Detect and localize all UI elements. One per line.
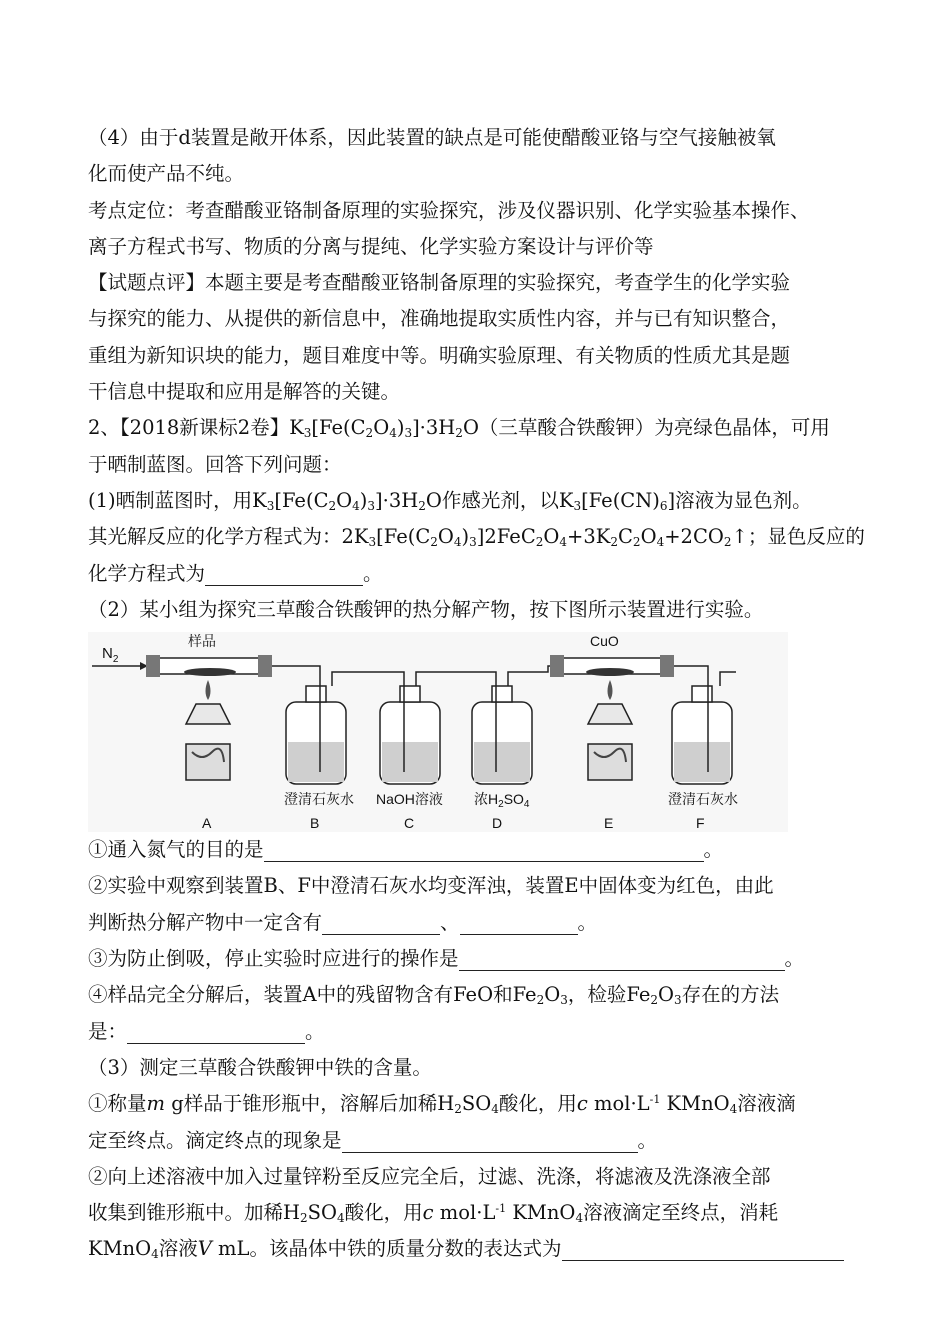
q2-sub1-line-3: 化学方程式为 。 (88, 561, 383, 585)
answer-blank[interactable] (562, 1236, 844, 1261)
m-item-2-line-2: 收集到锥形瓶中。加稀$H_2SO_4$酸化，用c $mol\cdot L^{-1}$ KMnO$_4$溶液滴定至终点，消耗 (88, 1201, 779, 1226)
svg-text:CuO: CuO (590, 633, 619, 650)
svg-text:E: E (604, 815, 614, 832)
svg-text:C: C (404, 815, 415, 832)
dianping-line-3: 重组为新知识块的能力，题目难度中等。明确实验原理、有关物质的性质尤其是题 (88, 343, 791, 367)
m-item-2-line-1: ②向上述溶液中加入过量锌粉至反应完全后，过滤、洗涤，将滤液及洗涤液全部 (88, 1164, 771, 1188)
part3-heading: （3）测定三草酸合铁酸钾中铁的含量。 (88, 1055, 432, 1079)
n2-label: $N_2$ (102, 645, 119, 666)
svg-text:浓H2SO4: 浓$H_2SO_4$ (474, 791, 530, 811)
answer-blank[interactable] (205, 561, 363, 586)
svg-text:样品: 样品 (188, 633, 216, 650)
svg-text:澄清石灰水: 澄清石灰水 (668, 791, 738, 808)
svg-text:B: B (310, 815, 320, 832)
p4-line-1: （4）由于d装置是敞开体系，因此装置的缺点是可能使醋酸亚铬与空气接触被氧 (88, 126, 776, 149)
m-item-2-line-3: KMnO$_4$溶液V mL。该晶体中铁的质量分数的表达式为 (88, 1231, 878, 1267)
p4-line-2: 化而使产品不纯。 (88, 162, 245, 186)
answer-blank[interactable] (322, 910, 440, 935)
q2-part2-heading: （2）某小组为探究三草酸合铁酸钾的热分解产物，按下图所示装置进行实验。 (88, 597, 764, 621)
q-item-2-line-2: 判断热分解产物中一定含有 、 。 (88, 910, 598, 934)
dianping-line-2: 与探究的能力、从提供的新信息中，准确地提取实质性内容，并与已有知识整合， (88, 307, 791, 331)
m-item-1-line-1: ①称量m g样品于锥形瓶中，溶解后加稀$H_2SO_4$酸化，用c $mol\cdot L^{-1}$ KMnO$_4$溶液滴 (88, 1092, 796, 1117)
apparatus-figure (88, 632, 788, 832)
answer-blank[interactable] (459, 946, 785, 971)
q-item-4-line-2: 是： 。 (88, 1019, 325, 1043)
kaodian-line-2: 离子方程式书写、物质的分离与提纯、化学实验方案设计与评价等 (88, 234, 654, 258)
q-item-3: ③为防止倒吸，停止实验时应进行的操作是 。 (88, 947, 805, 971)
kaodian-line-1: 考点定位：考查醋酸亚铬制备原理的实验探究，涉及仪器识别、化学实验基本操作、 (88, 198, 810, 222)
q2-sub1-line-1: (1)晒制蓝图时，用$K_3[Fe(C_2O_4)_3]\cdot 3H_2O$作感光剂，以$K_3[Fe(CN)_6]$溶液为显色剂。 (88, 488, 812, 513)
answer-blank[interactable] (127, 1019, 305, 1044)
q-item-4-line-1: ④样品完全分解后，装置A中的残留物含有FeO和$Fe_2O_3$，检验$Fe_2O_3$存在的方法 (88, 983, 780, 1008)
answer-blank[interactable] (264, 837, 704, 862)
svg-text:A: A (202, 815, 212, 832)
answer-blank[interactable] (460, 910, 578, 935)
svg-text:NaOH溶液: NaOH溶液 (376, 791, 443, 808)
q2-sub1-line-2: 其光解反应的化学方程式为：$2K_3[Fe(C_2O_4)_3]2FeC_2O_4+3K_2C_2O_4+2CO_2↑$；显色反应的 (88, 525, 865, 550)
q-item-2-line-1: ②实验中观察到装置B、F中澄清石灰水均变浑浊，装置E中固体变为红色，由此 (88, 874, 774, 898)
q2-heading: 2、【2018新课标2卷】$K_3[Fe(C_2O_4)_3]\cdot 3H_2O$（三草酸合铁酸钾）为亮绿色晶体，可用 (88, 416, 830, 441)
answer-blank[interactable] (342, 1128, 638, 1153)
m-item-1-line-2: 定至终点。滴定终点的现象是 。 (88, 1128, 658, 1152)
svg-text:D: D (492, 815, 503, 832)
dianping-line-4: 干信息中提取和应用是解答的关键。 (88, 380, 401, 404)
q2-line-2: 于晒制蓝图。回答下列问题： (88, 452, 342, 476)
document-page (88, 120, 878, 1268)
dianping-line-1: 【试题点评】本题主要是考查醋酸亚铬制备原理的实验探究，考查学生的化学实验 (88, 271, 791, 295)
q-item-1: ①通入氮气的目的是 。 (88, 838, 724, 862)
svg-text:澄清石灰水: 澄清石灰水 (284, 791, 354, 808)
svg-text:F: F (696, 815, 705, 832)
